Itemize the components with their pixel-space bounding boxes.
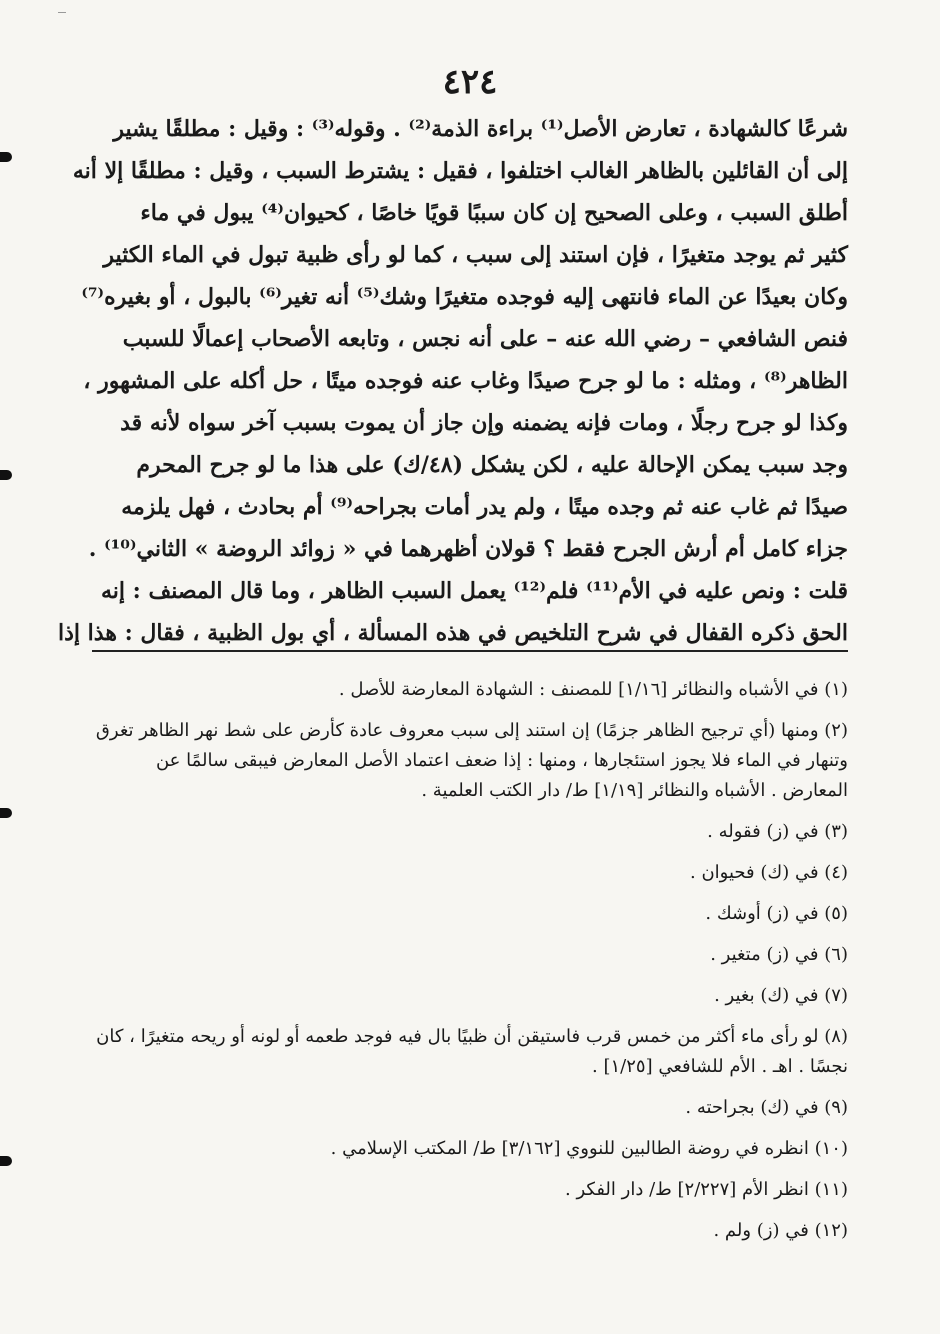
main-text-line: وكذا لو جرح رجلًا ، ومات فإنه يضمنه وإن جاز أن يموت بسبب آخر سواه لأنه قد (120, 410, 848, 436)
main-text-line: كثير ثم يوجد متغيرًا ، فإن استند إلى سبب ، كما لو رأى ظبية تبول في الماء الكثير (103, 242, 848, 268)
binding-hole-mark (0, 152, 12, 162)
scan-corner-mark (58, 12, 66, 13)
footnote-2: (٢) ومنها (أي ترجيح الظاهر جزمًا) إن استند إلى سبب معروف عادة كأرض على شط نهر الظاهر تغرق وتنهار في الماء فلا يجوز استئجارها ، ومنها : إذا ضعف اعتماد الأصل المعارض فيبقى سالمًا عن المعارض . الأشباه والنظائر [١/١٩] ط/ دار الكتب العلمية . (95, 720, 848, 801)
main-text-block (58, 108, 848, 654)
footnote-10: (١٠) انظره في روضة الطالبين للنووي [٣/١٦٢] ط/ المكتب الإسلامي . (330, 1138, 848, 1159)
main-text-line: صيدًا ثم غاب عنه ثم وجده ميتًا ، ولم يدر أمات بجراحه⁽⁹⁾ أم بحادث ، فهل يلزمه (121, 494, 848, 520)
main-text-line: جزاء كامل أم أرش الجرح فقط ؟ قولان أظهرهما في « زوائد الروضة » الثاني⁽¹⁰⁾ . (88, 536, 848, 562)
main-text-line: الحق ذكره القفال في شرح التلخيص في هذه المسألة ، أي بول الظبية ، فقال : هذا إذا (58, 620, 848, 646)
footnote-1: (١) في الأشباه والنظائر [١/١٦] للمصنف : الشهادة المعارضة للأصل . (338, 679, 848, 700)
main-text-line: الظاهر⁽⁸⁾ ، ومثله : ما لو جرح صيدًا وغاب عنه فوجده ميتًا ، حل أكله على المشهور ، (83, 368, 848, 394)
footnote-8: (٨) لو رأى ماء أكثر من خمس قرب فاستيقن أن ظبيًا بال فيه فوجد طعمه أو لونه أو ريحه متغيرًا ، كان نجسًا . اهـ . الأم للشافعي [١/٢٥] . (96, 1026, 848, 1077)
binding-hole-mark (0, 808, 12, 818)
main-text-line: فنص الشافعي – رضي الله عنه – على أنه نجس ، وتابعه الأصحاب إعمالًا للسبب (122, 326, 848, 352)
footnote-5: (٥) في (ز) أوشك . (705, 903, 848, 924)
footnote-11: (١١) انظر الأم [٢/٢٢٧] ط/ دار الفكر . (565, 1179, 848, 1200)
footnote-9: (٩) في (ك) بجراحته . (685, 1097, 848, 1118)
footnotes-section (92, 675, 848, 1257)
binding-hole-mark (0, 470, 12, 480)
footnote-7: (٧) في (ك) بغير . (714, 985, 848, 1006)
footnote-4: (٤) في (ك) فحيوان . (690, 862, 848, 883)
main-text-line: قلت : ونص عليه في الأم⁽¹¹⁾ فلم⁽¹²⁾ يعمل السبب الظاهر ، وما قال المصنف : إنه (100, 578, 848, 604)
main-text-line: شرعًا كالشهادة ، تعارض الأصل⁽¹⁾ براءة الذمة⁽²⁾ . وقوله⁽³⁾ : وقيل : مطلقًا يشير (113, 116, 848, 142)
binding-hole-mark (0, 1156, 12, 1166)
main-text-line: أطلق السبب ، وعلى الصحيح إن كان سببًا قويًا خاصًا ، كحيوان⁽⁴⁾ يبول في ماء (140, 200, 848, 226)
footnote-6: (٦) في (ز) متغير . (710, 944, 848, 965)
main-text-line: وكان بعيدًا عن الماء فانتهى إليه فوجده متغيرًا وشك⁽⁵⁾ أنه تغير⁽⁶⁾ بالبول ، أو بغيره⁽⁷⁾ (81, 284, 848, 310)
footnote-divider (92, 650, 848, 652)
footnote-3: (٣) في (ز) فقوله . (707, 821, 848, 842)
footnote-12: (١٢) في (ز) ولم . (713, 1220, 848, 1241)
main-text-line: إلى أن القائلين بالظاهر الغالب اختلفوا ، فقيل : يشترط السبب ، وقيل : مطلقًا إلا أنه (72, 158, 848, 184)
main-text-line: وجد سبب يمكن الإحالة عليه ، لكن يشكل (٤٨/ك) على هذا ما لو جرح المحرم (136, 452, 848, 478)
page-number: ٤٢٤ (442, 62, 498, 102)
